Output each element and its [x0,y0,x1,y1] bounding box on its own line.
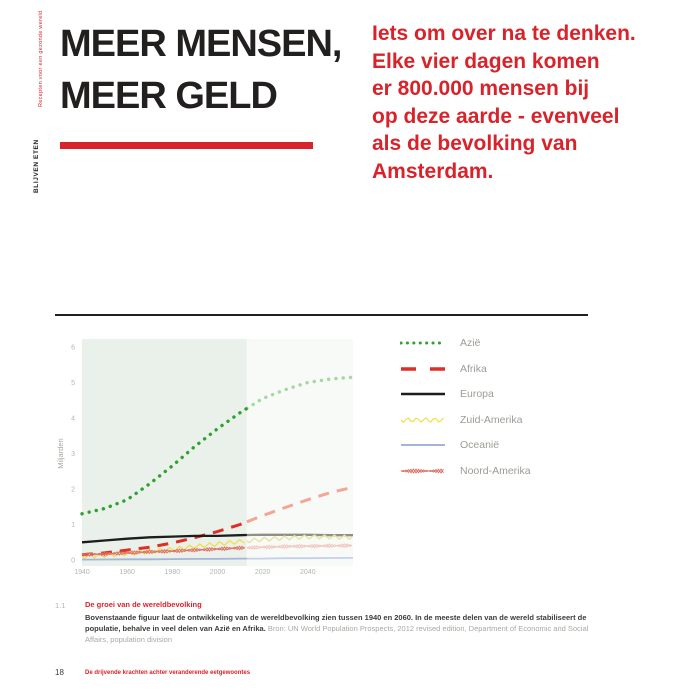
figure-caption-source: Bron: UN World Population Prospects, 2012 revised edition, Department of Economic and Social Affairs, population division [85,624,589,644]
title-underline-bar [60,142,313,149]
y-tick-label: 5 [71,380,75,387]
legend-item-noord-amerika [400,465,620,477]
x-tick-label: 2040 [300,569,316,576]
footer-chapter-title: De drijvende krachten achter veranderende eetgewoontes [85,670,251,676]
y-tick-label: 1 [71,522,75,529]
legend-item-oceani- [400,439,620,451]
intro-pullquote [372,20,672,185]
legend-item-afrika [400,363,620,375]
crosshatch-line-swatch-icon [400,465,446,477]
figure-caption-text: Bovenstaande figuur laat de ontwikkeling van de wereldbevolking zien tussen 1940 en 2060. In de meeste delen van de wereld stabiliseert de populatie, behalve in veel delen van Azië en Afrika. [85,613,587,633]
y-tick-label: 3 [71,451,75,458]
series-oceani--projection [247,558,353,559]
solid-line-swatch-icon [400,388,446,400]
margin-label-subtitle: Recepten voor een gezonde wereld [38,10,44,107]
intro-line: Iets om over na te denken. [372,22,636,45]
wavy-line-swatch-icon [400,414,446,426]
history-shaded-region [82,339,247,566]
y-tick-label: 0 [71,557,75,565]
x-tick-label: 2000 [209,569,226,576]
solid2-line-swatch-icon [400,439,446,451]
margin-label-section: BLIJVEN ETEN [33,139,40,193]
intro-line: als de bevolking van [372,132,578,155]
y-tick-label: 6 [71,344,75,352]
series-oceani- [82,559,247,560]
page-number: 18 [55,668,64,677]
page-title-line1: MEER MENSEN, [60,23,342,65]
legend-label: Noord-Amerika [460,464,531,477]
y-tick-label: 2 [71,486,75,494]
legend-label: Europa [460,388,494,400]
figure-caption-title: De groei van de wereldbevolking [85,600,202,609]
page-title-line2: MEER GELD [60,75,277,117]
legend-label: Azië [460,337,481,349]
x-tick-label: 1960 [119,569,135,576]
population-chart-canvas [55,333,365,583]
x-tick-label: 1980 [164,569,181,576]
intro-line: Amsterdam. [372,159,494,183]
intro-line: er 800.000 mensen bij [372,77,590,100]
x-tick-label: 2020 [254,569,271,576]
legend-item-azi- [400,337,620,349]
legend-item-europa [400,388,620,400]
legend-label: Zuid-Amerika [460,413,523,426]
intro-line: Elke vier dagen komen [372,49,600,73]
legend-label: Oceanië [460,439,500,451]
page-title [60,18,380,122]
y-tick-label: 4 [71,415,75,423]
figure-caption [85,600,613,645]
figure-number: 1.1 [55,601,66,610]
legend-label: Afrika [460,362,487,375]
dashed-line-swatch-icon [400,363,446,375]
figure-caption-body [85,612,613,645]
chart-legend [400,337,620,477]
x-tick-label: 1940 [74,569,90,576]
y-axis-label: Miljarden [56,438,65,469]
section-divider-rule [55,314,588,316]
dotted-line-swatch-icon [400,337,446,349]
intro-line: op deze aarde - evenveel [372,104,620,128]
population-chart [55,333,365,583]
legend-item-zuid-amerika [400,414,620,426]
projection-region [247,339,353,566]
